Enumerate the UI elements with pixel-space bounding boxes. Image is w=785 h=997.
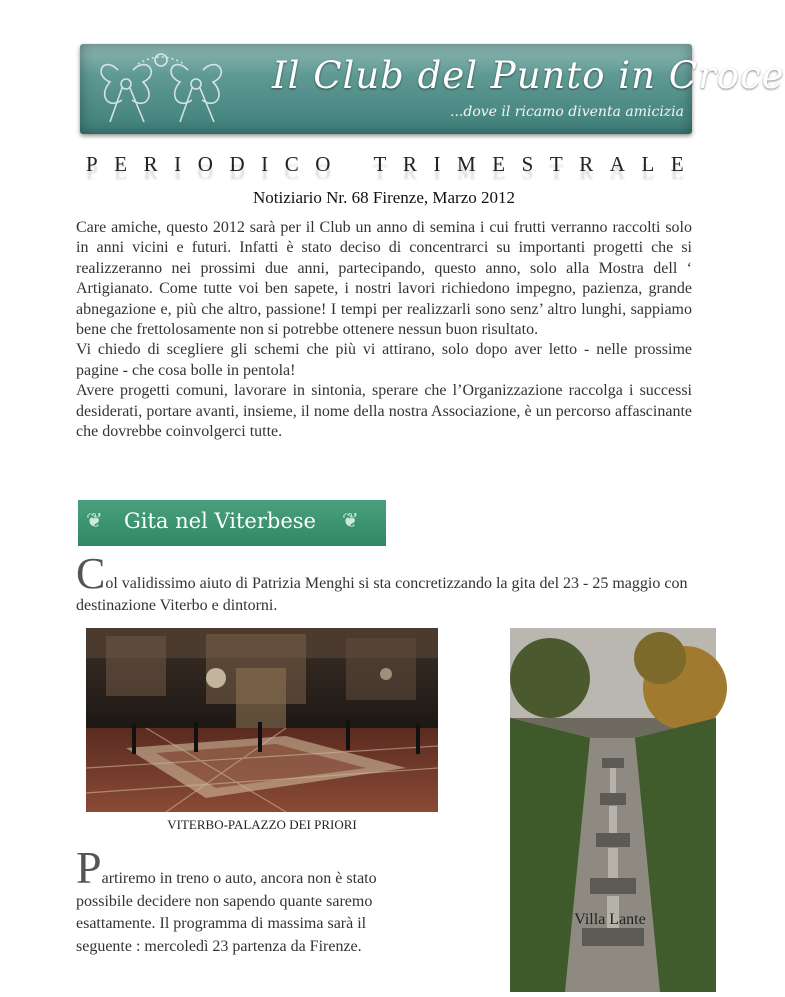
partenza-paragraph — [76, 842, 420, 958]
letter: E — [114, 152, 128, 176]
gita-heading-bar — [78, 500, 386, 546]
palazzo-priori-photo — [86, 628, 438, 812]
letter: E — [670, 152, 684, 176]
letter: R — [143, 152, 158, 176]
letter: R — [579, 152, 594, 176]
letter: L — [641, 152, 655, 176]
gita-paragraph — [76, 549, 726, 617]
letter: T — [549, 152, 563, 176]
periodico-trimestrale — [86, 152, 684, 177]
photo-caption-palazzo: VITERBO-PALAZZO DEI PRIORI — [167, 817, 357, 832]
letter: M — [457, 152, 476, 176]
letter: E — [492, 152, 506, 176]
ribbon-bows-icon — [88, 50, 258, 128]
issue-line: Notiziario Nr. 68 Firenze, Marzo 2012 — [252, 188, 515, 207]
photo-caption-villa-lante: Villa Lante — [574, 911, 646, 928]
letter: S — [521, 152, 534, 176]
leaf-icon: ❦ — [342, 510, 359, 532]
letter: I — [261, 152, 269, 176]
letter: O — [197, 152, 213, 176]
club-subtitle: ...dove il ricamo diventa amicizia — [450, 104, 684, 120]
letter: C — [284, 152, 299, 176]
letter: P — [86, 152, 98, 176]
drop-cap: P — [76, 842, 102, 893]
intro-letter — [76, 218, 692, 442]
partenza-text: artiremo in treno o auto, ancora non è stato possibile decidere non sapendo quante saremo esattamente. Il programma di massima sarà il seguente : mercoledì 23 partenza da Firenze. — [76, 870, 377, 955]
letter: D — [229, 152, 245, 176]
intro-paragraph: Care amiche, questo 2012 sarà per il Club un anno di semina i cui frutti verranno raccolti solo in anni vicini e futuri. Infatti è stato deciso di concentrarci su importanti progetti che si realizzeranno nei prossimi due anni, partecipando, questo anno, solo alla Mostra dell ‘ Artigianato. Come tutte voi ben sapete, i nostri lavori richiedono impegno, pazienza, grande abnegazione e, più che altro, passione! I tempi per realizzarli sono senz’ altro lunghi, sappiamo bene che frettolosamente non si potrebbe ottenere nessun buon risultato. — [76, 219, 692, 339]
letter: I — [174, 152, 182, 176]
intro-paragraph: Avere progetti comuni, lavorare in sintonia, sperare che l’Organizzazione raccolga i successi desiderati, portare avanti, insieme, il nome della nostra Associazione, è un percorso affascinante che dovrebbe coinvolgerci tutte. — [76, 382, 692, 441]
letter: O — [315, 152, 331, 176]
villa-lante-photo — [510, 628, 716, 992]
drop-cap: C — [76, 549, 106, 598]
letter: R — [402, 152, 417, 176]
intro-paragraph: Vi chiedo di scegliere gli schemi che più vi attirano, solo dopo aver letto - nelle prossime pagine - che cosa bolle in pentola! — [76, 341, 692, 379]
gita-text: ol validissimo aiuto di Patrizia Menghi si sta concretizzando la gita del 23 - 25 maggio con destinazione Viterbo e dintorni. — [76, 575, 688, 614]
gita-heading: Gita nel Viterbese — [124, 509, 316, 533]
header-banner — [80, 44, 785, 134]
letter-space — [347, 152, 357, 177]
leaf-icon: ❦ — [86, 510, 103, 532]
letter: T — [373, 152, 387, 176]
letter: A — [609, 152, 625, 176]
club-title: Il Club del Punto in Croce — [272, 54, 785, 97]
letter: I — [433, 152, 441, 176]
